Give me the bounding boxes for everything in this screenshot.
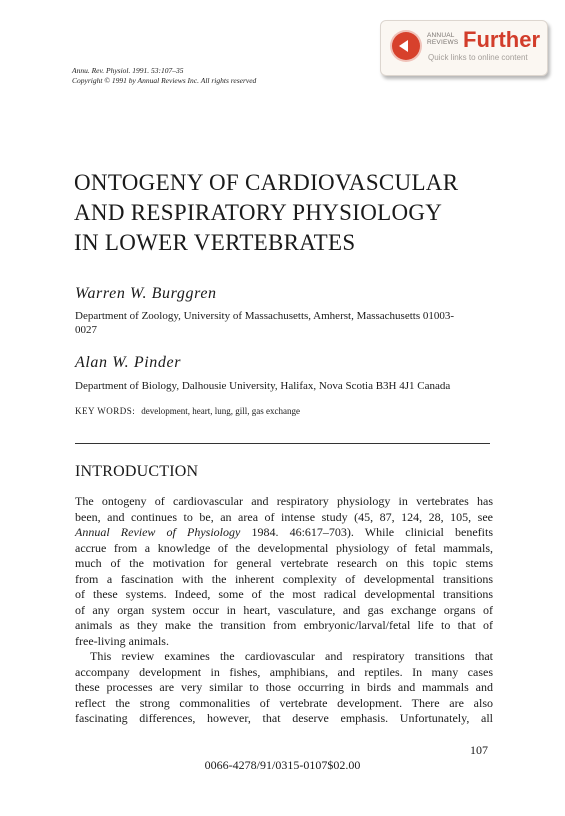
copyright-line: Copyright © 1991 by Annual Reviews Inc. All rights reserved [72,76,257,85]
author-affiliation [75,379,450,393]
title-line: AND RESPIRATORY PHYSIOLOGY [74,200,443,225]
section-divider [75,443,490,444]
back-arrow-icon [392,32,420,60]
text-line: The ontogeny of cardiovascular and respiratory physiology in vertebrates has [75,494,493,508]
badge-reviews-text: REVIEWS [427,39,459,46]
title-line: ONTOGENY OF CARDIOVASCULAR [74,170,459,195]
keywords [75,406,300,416]
author-affiliation [75,309,495,337]
text-line: free-living animals. [75,633,169,648]
keywords-label: KEY WORDS: [75,406,136,416]
annual-reviews-further-badge[interactable] [380,20,548,76]
text-line: accrue from a knowledge of the developmental physiology of fetal mammals, [75,540,493,555]
text-line-rest: 1984. 46:617–703). While clinicial benefits [240,525,493,539]
footer-code: 0066-4278/91/0315-0107$02.00 [204,758,361,772]
text-line: accompany development in fishes, amphibians, and reptiles. In many cases [75,664,493,679]
page-number: 107 [470,743,488,757]
citation-block [72,66,256,86]
annual-reviews-logo-text [427,32,458,46]
text-line: been, and continues to be, an area of intense study (45, 87, 124, 28, 105, see [75,509,493,524]
affiliation-line: Department of Zoology, University of Massachusetts, Amherst, Massachusetts 01003- [75,310,455,322]
text-line: fascinating differences, however, that deserve emphasis. Unfortunately, all [75,711,493,725]
text-line: these processes are very similar to those occurring in birds and mammals and [75,680,493,694]
badge-annual-text: ANNUAL [427,32,455,39]
affiliation-line: Department of Biology, Dalhousie University, Halifax, Nova Scotia B3H 4J1 Canada [75,380,451,392]
affiliation-line: 0027 [75,324,97,336]
badge-further-text: Further [463,27,540,52]
badge-subtitle: Quick links to online content [428,53,528,62]
text-line: much of the motivation for general vertebrate research on this topic stems [75,556,493,570]
text-line: of these systems. Indeed, some of the most radical developmental transitions [75,587,493,601]
section-heading: INTRODUCTION [75,463,199,480]
text-line: of any organ system occur in heart, vasculature, and gas exchange organs of [75,602,493,617]
text-line: animals as they make the transition from embryonic/larval/fetal life to that of [75,618,493,632]
text-line: from a fascination with the inherent complexity of developmental transitions [75,571,493,586]
citation-line: Annu. Rev. Physiol. 1991. 53:107–35 [72,66,184,75]
text-line [75,525,493,541]
article-title [74,168,458,258]
journal-name: Annual Review of Physiology [75,525,241,539]
keywords-text: development, heart, lung, gill, gas exchange [141,406,300,416]
paragraph [75,494,493,727]
text-line: This review examines the cardiovascular and respiratory transitions that [90,649,493,663]
text-line: reflect the strong commonalities of vertebrate development. There are also [75,695,493,710]
author-name: Warren W. Burggren [75,285,217,302]
author-name: Alan W. Pinder [75,354,182,371]
title-line: IN LOWER VERTEBRATES [74,230,356,255]
